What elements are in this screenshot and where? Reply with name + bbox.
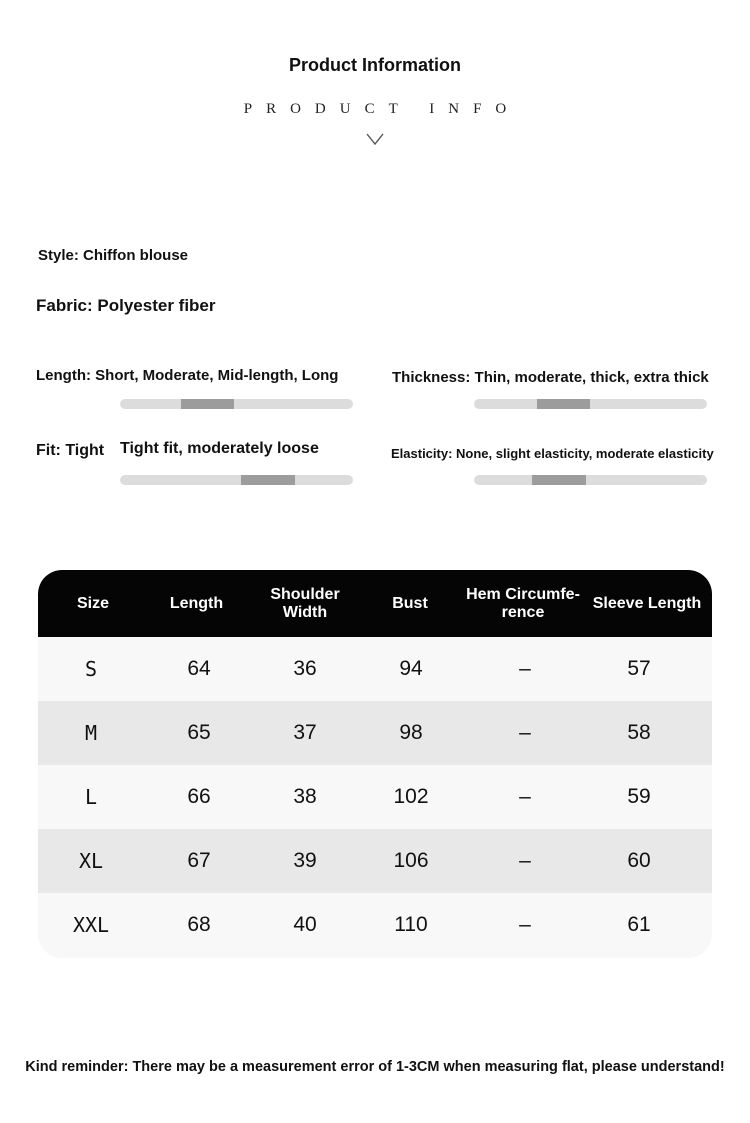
table-cell-sleeve-length: 59	[627, 785, 651, 808]
chevron-down-icon	[365, 128, 385, 148]
table-cell-size: XXL	[72, 913, 110, 937]
measurement-reminder: Kind reminder: There may be a measurement error of 1-3CM when measuring flat, please understand!	[25, 1059, 725, 1075]
table-cell-shoulder-width: 38	[293, 785, 317, 808]
table-cell-shoulder-width: 37	[293, 721, 317, 744]
column-header-shoulder-width: Shoulder Width	[270, 585, 340, 621]
table-cell-size: M	[84, 721, 98, 745]
table-cell-length: 67	[187, 849, 211, 872]
table-cell-shoulder-width: 39	[293, 849, 317, 872]
table-cell-size: S	[84, 657, 98, 681]
table-cell-hem: –	[519, 721, 531, 744]
length-attribute-label: Length: Short, Moderate, Mid-length, Long	[36, 367, 339, 384]
table-cell-hem: –	[519, 849, 531, 872]
table-cell-size: L	[84, 785, 98, 809]
table-cell-sleeve-length: 58	[627, 721, 651, 744]
table-cell-shoulder-width: 36	[293, 657, 317, 680]
size-table-header	[38, 570, 712, 637]
table-cell-length: 64	[187, 657, 211, 680]
length-level-bar	[120, 399, 353, 409]
elasticity-level-fill	[532, 475, 586, 485]
fabric-attribute: Fabric: Polyester fiber	[36, 296, 216, 315]
table-row	[38, 701, 712, 765]
table-cell-sleeve-length: 60	[627, 849, 651, 872]
elasticity-level-bar	[474, 475, 707, 485]
table-cell-sleeve-length: 57	[627, 657, 651, 680]
table-cell-hem: –	[519, 657, 531, 680]
thickness-level-bar	[474, 399, 707, 409]
table-cell-hem: –	[519, 913, 531, 936]
fit-level-bar	[120, 475, 353, 485]
table-cell-sleeve-length: 61	[627, 913, 651, 936]
column-header-sleeve-length: Sleeve Length	[592, 594, 702, 612]
column-header-length: Length	[169, 594, 224, 612]
page-title: Product Information	[289, 55, 461, 75]
table-cell-bust: 110	[394, 913, 428, 936]
table-cell-hem: –	[519, 785, 531, 808]
style-attribute: Style: Chiffon blouse	[38, 247, 188, 264]
fit-level-fill	[241, 475, 295, 485]
table-cell-bust: 106	[393, 849, 429, 872]
table-row	[38, 829, 712, 893]
table-cell-length: 68	[187, 913, 211, 936]
table-cell-bust: 98	[399, 721, 423, 744]
column-header-hem-circumference: Hem Circumfe-rence	[466, 585, 580, 621]
thickness-level-fill	[537, 399, 591, 409]
column-header-size: Size	[76, 594, 109, 612]
table-cell-size: XL	[78, 849, 104, 873]
table-row	[38, 637, 712, 701]
column-header-bust: Bust	[392, 594, 428, 612]
table-cell-bust: 94	[399, 657, 423, 680]
table-row	[38, 765, 712, 829]
elasticity-attribute-label: Elasticity: None, slight elasticity, moderate elasticity	[391, 446, 714, 461]
table-cell-bust: 102	[393, 785, 429, 808]
size-table	[38, 570, 712, 958]
fit-attribute-label: Fit: Tight	[36, 442, 105, 459]
table-cell-length: 66	[187, 785, 211, 808]
length-level-fill	[181, 399, 235, 409]
page-subtitle: PRODUCT INFO	[243, 101, 521, 117]
fit-attribute-options: Tight fit, moderately loose	[120, 440, 319, 457]
table-row	[38, 893, 712, 957]
table-cell-length: 65	[187, 721, 211, 744]
table-cell-shoulder-width: 40	[293, 913, 317, 936]
thickness-attribute-label: Thickness: Thin, moderate, thick, extra thick	[392, 369, 709, 386]
